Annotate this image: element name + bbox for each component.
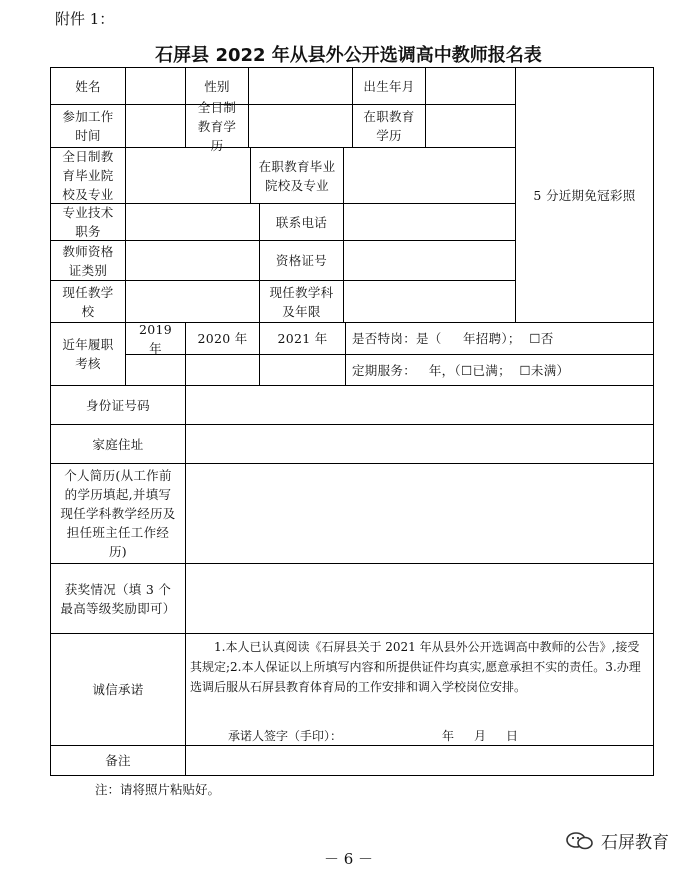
current-school-label: 现任教学校 (62, 284, 114, 319)
inservice-edu-label: 在职教育学历 (363, 109, 415, 143)
sign-month: 月 (474, 729, 487, 743)
watermark-text: 石屏教育 (601, 833, 669, 853)
phone-label: 联系电话 (275, 214, 328, 230)
gender-field[interactable] (249, 68, 352, 104)
attachment-label: 附件 1： (55, 10, 115, 28)
birth-label: 出生年月 (363, 78, 415, 94)
fulltime-school-label: 全日制教育毕业院校及专业 (62, 149, 114, 202)
year-2020-label: 2020 年 (197, 331, 248, 346)
fulltime-edu-label: 全日制教育学历 (197, 99, 237, 153)
sign-label: 承诺人签字（手印）： (228, 729, 343, 743)
inservice-school-field[interactable] (344, 148, 515, 203)
work-start-label: 参加工作时间 (62, 109, 114, 143)
integrity-label: 诚信承诺 (92, 682, 144, 697)
remarks-field[interactable] (186, 746, 653, 775)
resume-field[interactable] (186, 464, 653, 563)
signature-line[interactable] (228, 727, 518, 744)
address-label: 家庭住址 (92, 436, 144, 452)
special-post-question[interactable]: 是否特岗：是（ 年招聘）； ☐否 (352, 331, 554, 346)
fulltime-school-field[interactable] (126, 148, 250, 203)
gender-label: 性别 (204, 78, 230, 94)
id-number-field[interactable] (186, 386, 653, 424)
appraisal-2021-field[interactable] (260, 355, 345, 385)
awards-label: 获奖情况（填 3 个最高等级奖励即可） (60, 581, 176, 616)
tech-title-field[interactable] (126, 204, 259, 240)
name-label: 姓名 (75, 78, 101, 94)
id-number-label: 身份证号码 (85, 397, 150, 413)
integrity-promise-text: 1.本人已认真阅读《石屏县关于 2021 年从县外公开选调高中教师的公告》,接受其规定;2.本人保证以上所填写内容和所提供证件均真实,愿意承担不实的责任。3.办理选调后服从石屏县教育体育局的工作安排和调入学校岗位安排。 (190, 640, 641, 694)
appraisal-2020-field[interactable] (186, 355, 259, 385)
phone-field[interactable] (344, 204, 515, 240)
inservice-edu-field[interactable] (426, 105, 515, 147)
teacher-cert-type-field[interactable] (126, 241, 259, 280)
work-start-field[interactable] (126, 105, 185, 147)
current-subject-label: 现任教学科及年限 (269, 284, 334, 319)
appraisal-2019-field[interactable] (126, 355, 185, 385)
awards-field[interactable] (186, 564, 653, 633)
photo-placeholder[interactable]: 5 分近期免冠彩照 (533, 187, 636, 203)
name-field[interactable] (126, 68, 185, 104)
appraisal-label: 近年履职考核 (62, 337, 114, 371)
teacher-cert-type-label: 教师资格证类别 (62, 243, 114, 278)
current-subject-field[interactable] (344, 281, 515, 322)
tech-title-label: 专业技术职务 (62, 205, 114, 239)
address-field[interactable] (186, 425, 653, 463)
sign-year: 年 (442, 729, 455, 743)
photo-note: 注：请将照片粘贴好。 (95, 782, 221, 797)
sign-day: 日 (506, 729, 519, 743)
birth-field[interactable] (426, 68, 515, 104)
service-term-question[interactable]: 定期服务： 年，（☐已满； ☐未满） (352, 362, 570, 378)
cert-no-label: 资格证号 (275, 253, 328, 268)
cert-no-field[interactable] (344, 241, 515, 280)
year-2021-label: 2021 年 (277, 331, 328, 346)
fulltime-edu-field[interactable] (249, 105, 352, 147)
remarks-label: 备注 (105, 753, 131, 768)
inservice-school-label: 在职教育毕业院校及专业 (258, 158, 336, 193)
resume-label: 个人简历(从工作前的学历填起,并填写现任学科教学经历及担任班主任工作经历) (60, 468, 176, 559)
current-school-field[interactable] (126, 281, 259, 322)
page-number: － 6 － (323, 850, 374, 868)
year-2019-label: 2019 年 (138, 321, 172, 356)
page-title: 石屏县 2022 年从县外公开选调高中教师报名表 (155, 45, 542, 66)
